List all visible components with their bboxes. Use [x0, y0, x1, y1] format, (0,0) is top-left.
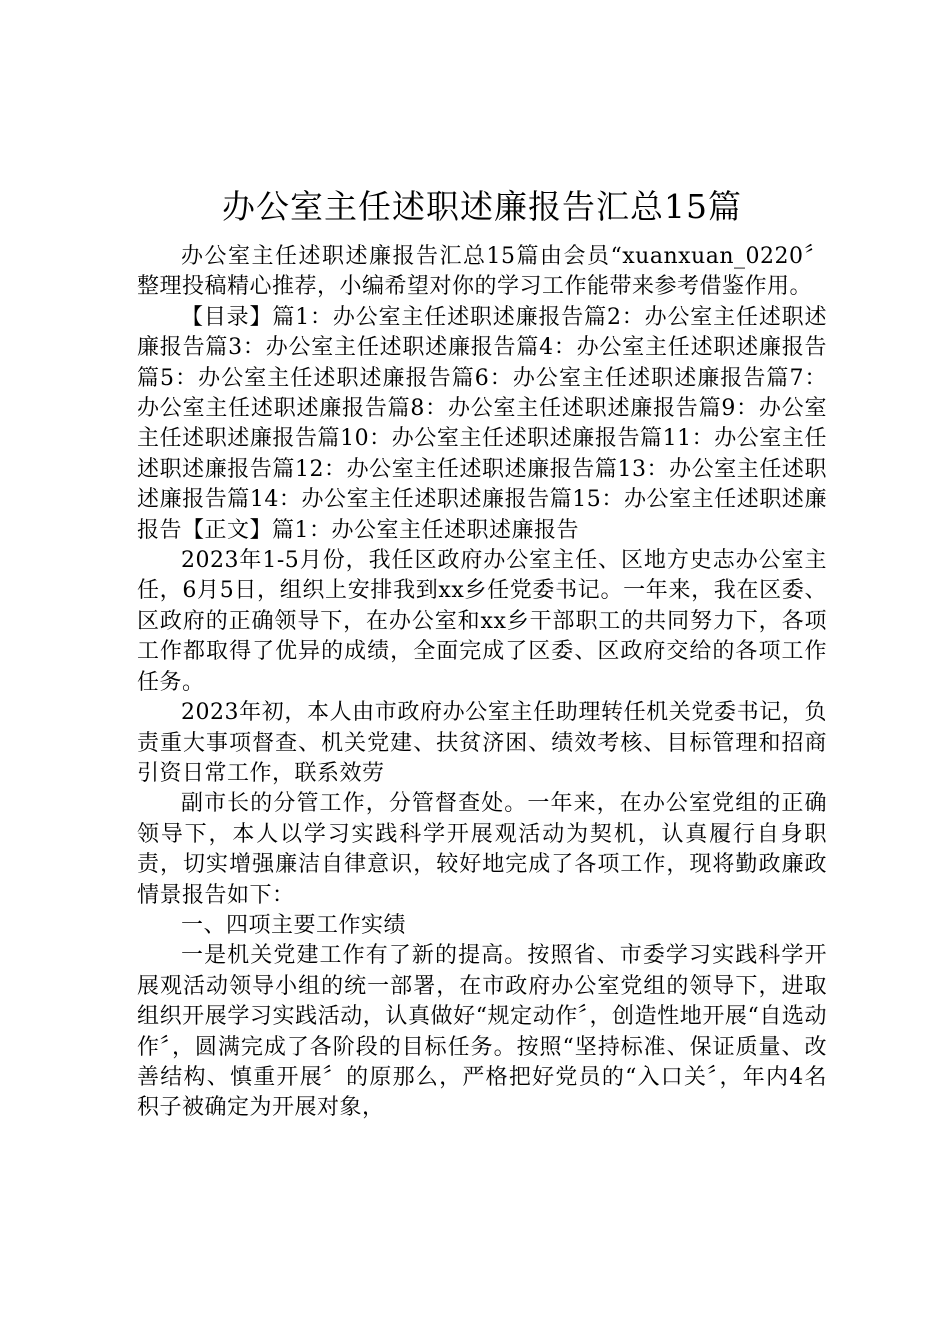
document-title: 办公室主任述职述廉报告汇总15篇 — [222, 187, 742, 226]
body-paragraph: 一是机关党建工作有了新的提高。按照省、市委学习实践科学开展观活动领导小组的统一部署，在市政府办公室党组的领导下，进取组织开展学习实践活动，认真做好“规定动作〞，创造性地开展“自选动作〞，圆满完成了各阶段的目标任务。按照“坚持标准、保证质量、改善结构、慎重开展〞的原那么，严格把好党员的“入口关〞，年内4名积子被确定为开展对象， — [137, 943, 827, 1121]
table-of-contents-paragraph: 【目录】篇1：办公室主任述职述廉报告篇2：办公室主任述职述廉报告篇3：办公室主任述职述廉报告篇4：办公室主任述职述廉报告篇5：办公室主任述职述廉报告篇6：办公室主任述职述廉报告篇7：办公室主任述职述廉报告篇8：办公室主任述职述廉报告篇9：办公室主任述职述廉报告篇10：办公室主任述职述廉报告篇11：办公室主任述职述廉报告篇12：办公室主任述职述廉报告篇13：办公室主任述职述廉报告篇14：办公室主任述职述廉报告篇15：办公室主任述职述廉报告【正文】篇1：办公室主任述职述廉报告 — [137, 304, 827, 543]
section-heading: 一、四项主要工作实绩 — [181, 912, 407, 938]
document-page — [137, 178, 827, 1124]
body-paragraph: 副市长的分管工作，分管督查处。一年来，在办公室党组的正确领导下，本人以学习实践科学开展观活动为契机，认真履行自身职责，切实增强廉洁自律意识，较好地完成了各项工作，现将勤政廉政情景报告如下： — [137, 791, 827, 908]
body-paragraph: 2023年初，本人由市政府办公室主任助理转任机关党委书记，负责重大事项督查、机关党建、扶贫济困、绩效考核、目标管理和招商引资日常工作，联系效劳 — [137, 700, 827, 786]
body-paragraph: 2023年1-5月份，我任区政府办公室主任、区地方史志办公室主任，6月5日，组织上安排我到xx乡任党委书记。一年来，我在区委、区政府的正确领导下，在办公室和xx乡干部职工的共同努力下，各项工作都取得了优异的成绩，全面完成了区委、区政府交给的各项工作任务。 — [137, 548, 827, 695]
intro-paragraph: 办公室主任述职述廉报告汇总15篇由会员“xuanxuan_0220〞整理投稿精心推荐，小编希望对你的学习工作能带来参考借鉴作用。 — [137, 244, 827, 300]
